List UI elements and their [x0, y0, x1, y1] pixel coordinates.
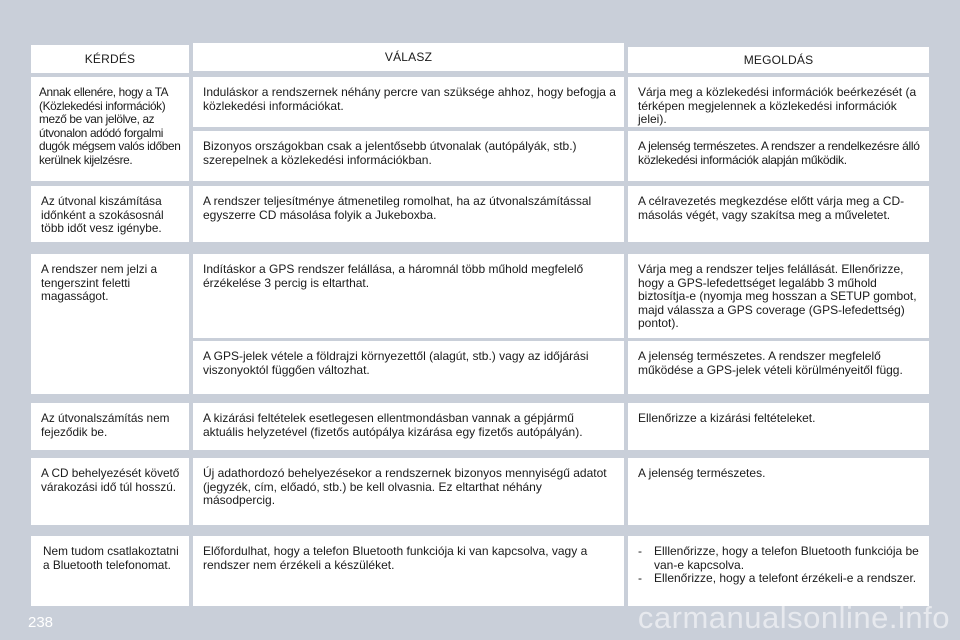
watermark: carmanualsonline.info [637, 600, 950, 635]
row4-solution: Ellenőrizze a kizárási feltételeket. [628, 403, 929, 450]
row6-solution [628, 536, 929, 606]
row2-solution: A célravezetés megkezdése előtt várja meg a CD-másolás végét, vagy szakítsa meg a műveletet. [628, 186, 929, 242]
row6-solution-item: - Elllenőrizze, hogy a telefon Bluetooth funkciója be van-e kapcsolva. [638, 545, 921, 572]
row3-answer1: Indításkor a GPS rendszer felállása, a háromnál több műhold megfelelő érzékelése 3 percig is eltarthat. [193, 254, 624, 338]
row5-solution: A jelenség természetes. [628, 458, 929, 525]
row5-question: A CD behelyezését követő várakozási idő túl hosszú. [31, 458, 189, 525]
row1-question: Annak ellenére, hogy a TA (Közlekedési információk) mező be van jelölve, az útvonalon adódó forgalmi dugók mégsem valós időben kerülnek kijelzésre. [31, 77, 189, 181]
row6-solution-list [638, 545, 921, 586]
page-number: 238 [28, 614, 54, 631]
row4-answer: A kizárási feltételek esetlegesen ellentmondásban vannak a gépjármű aktuális helyzetével (fizetős autópálya kizárása egy fizetős autópályán). [193, 403, 624, 450]
row3-answer2: A GPS-jelek vétele a földrajzi környezettől (alagút, stb.) vagy az időjárási viszonyoktól függően változhat. [193, 341, 624, 394]
row2-answer: A rendszer teljesítménye átmenetileg romolhat, ha az útvonalszámítással egyszerre CD másolása folyik a Jukeboxba. [193, 186, 624, 242]
row4-question: Az útvonalszámítás nem fejeződik be. [31, 403, 189, 450]
row3-question: A rendszer nem jelzi a tengerszint feletti magasságot. [31, 254, 189, 394]
row1-solution2: A jelenség természetes. A rendszer a rendelkezésre álló közlekedési információk alapján működik. [628, 131, 929, 181]
row5-answer: Új adathordozó behelyezésekor a rendszernek bizonyos mennyiségű adatot (jegyzék, cím, előadó, stb.) be kell olvasnia. Ez eltarthat néhány másodpercig. [193, 458, 624, 525]
header-question: KÉRDÉS [31, 45, 189, 73]
row6-question: Nem tudom csatlakoztatni a Bluetooth telefonomat. [31, 536, 189, 606]
row1-solution1: Várja meg a közlekedési információk beérkezését (a térképen megjelennek a közlekedési információk jelei). [628, 77, 929, 127]
header-answer: VÁLASZ [193, 43, 624, 71]
row1-answer1: Induláskor a rendszernek néhány percre van szüksége ahhoz, hogy befogja a közlekedési információkat. [193, 77, 624, 127]
row3-solution2: A jelenség természetes. A rendszer megfelelő működése a GPS-jelek vételi körülményeitől függ. [628, 341, 929, 394]
row6-solution-item: - Ellenőrizze, hogy a telefont érzékeli-e a rendszer. [638, 572, 921, 586]
row1-answer2: Bizonyos országokban csak a jelentősebb útvonalak (autópályák, stb.) szerepelnek a közlekedési információkban. [193, 131, 624, 181]
row3-solution1: Várja meg a rendszer teljes felállását. Ellenőrizze, hogy a GPS-lefedettséget legalább 3 műhold biztosítja-e (nyomja meg hosszan a SETUP gombot, majd válassza a GPS coverage (GPS-lefedettség) pontot). [628, 254, 929, 338]
row2-question: Az útvonal kiszámítása időnként a szokásosnál több időt vesz igénybe. [31, 186, 189, 242]
header-solution: MEGOLDÁS [628, 47, 929, 73]
row6-answer: Előfordulhat, hogy a telefon Bluetooth funkciója ki van kapcsolva, vagy a rendszer nem érzékeli a készüléket. [193, 536, 624, 606]
